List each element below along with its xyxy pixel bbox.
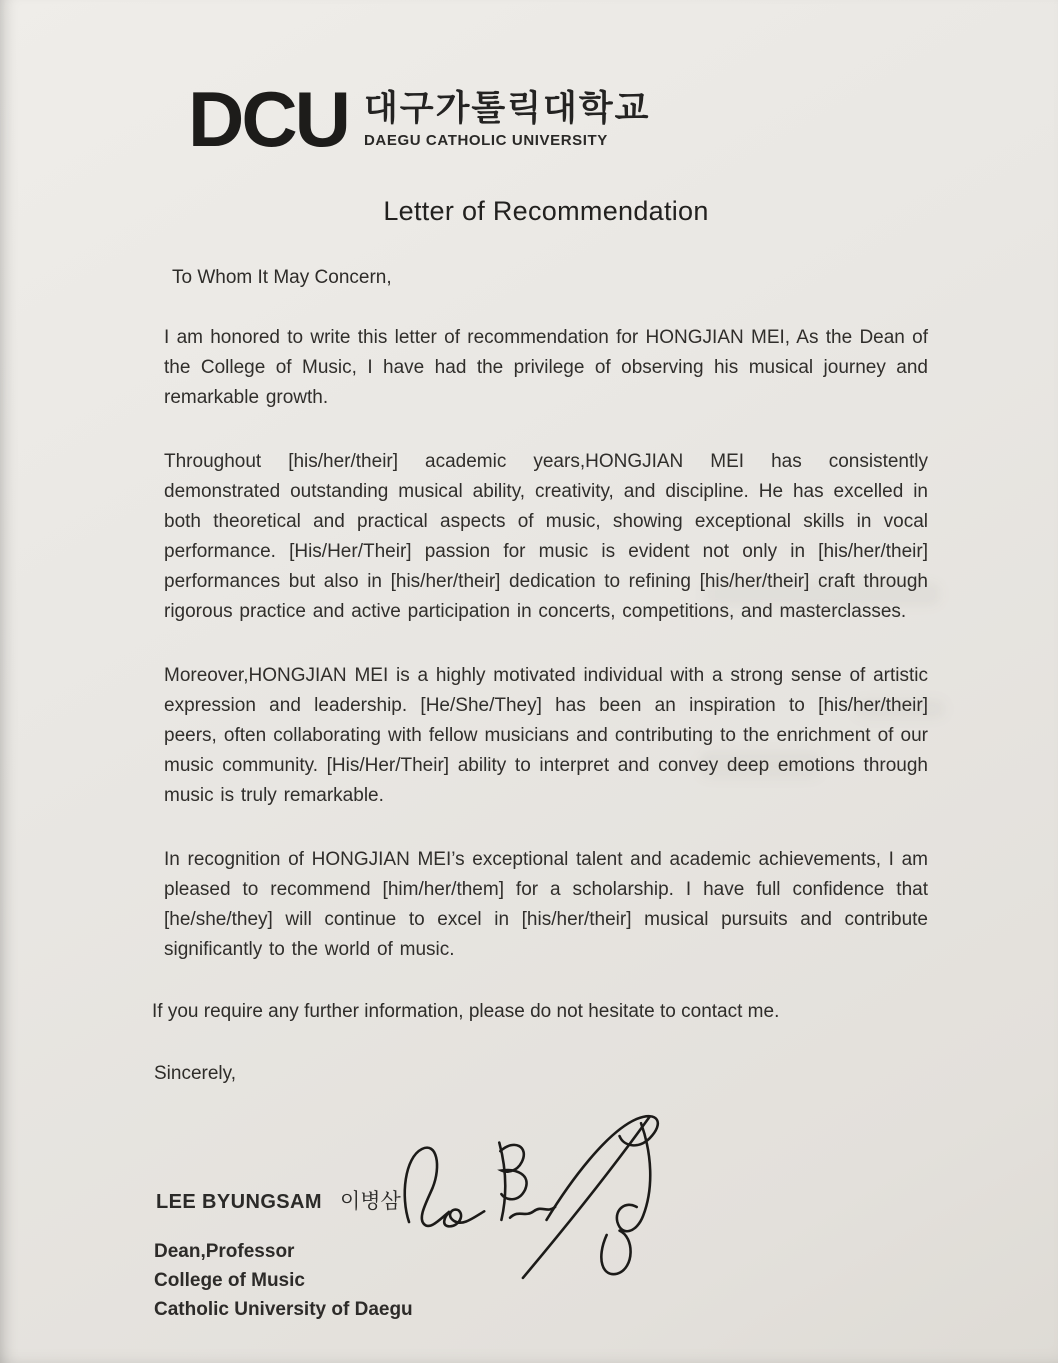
logo-text-block [364, 89, 650, 149]
sign-off: Sincerely, [154, 1063, 237, 1084]
university-logo [188, 75, 928, 163]
closing-line: If you require any further information, please do not hesitate to contact me. [152, 1001, 780, 1022]
paragraph-1: I am honored to write this letter of recommendation for HONGJIAN MEI, As the Dean of the College of Music, I have had the privilege of observing his musical journey and remarkable growth. [164, 327, 928, 408]
signer-department: College of Music [154, 1270, 305, 1291]
letter-title: Letter of Recommendation [383, 196, 709, 226]
signer-name-korean: 이병삼 [339, 1190, 401, 1213]
signer-role: Dean,Professor [154, 1241, 295, 1262]
signer-institution: Catholic University of Daegu [154, 1299, 413, 1320]
paragraph-4: In recognition of HONGJIAN MEI’s exceptional talent and academic achievements, I am pleased to recommend [him/her/them] for a scholarship. I have full confidence that [he/she/they] will continue to excel in [his/her/their] musical pursuits and contribute significantly to the world of music. [164, 849, 928, 960]
salutation: To Whom It May Concern, [172, 267, 392, 288]
handwritten-signature-image [394, 1107, 684, 1292]
signer-name-english: LEE BYUNGSAM [156, 1191, 322, 1213]
paragraph-2: Throughout [his/her/their] academic years,HONGJIAN MEI has consistently demonstrated outstanding musical ability, creativity, and discipline. He has excelled in both theoretical and practical aspects of music, showing exceptional skills in vocal performance. [His/Her/Their] passion for music is evident not only in [his/her/their] performances but also in [his/her/their] dedication to refining [his/her/their] craft through rigorous practice and active participation in concerts, competitions, and masterclasses. [164, 451, 928, 622]
logo-english-name: DAEGU CATHOLIC UNIVERSITY [364, 132, 608, 149]
logo-korean-name: 대구가톨릭대학교 [364, 89, 651, 128]
logo-acronym-dcu: DCU [188, 75, 348, 163]
paragraph-3: Moreover,HONGJIAN MEI is a highly motivated individual with a strong sense of artistic expression and leadership. [He/She/They] has been an inspiration to [his/her/their] peers, often collaborating with fellow musicians and contributing to the enrichment of our music community. [His/Her/Their] ability to interpret and convey deep emotions through music is truly remarkable. [164, 665, 928, 806]
signature-row [156, 1185, 928, 1215]
letter-content [0, 75, 1058, 1324]
